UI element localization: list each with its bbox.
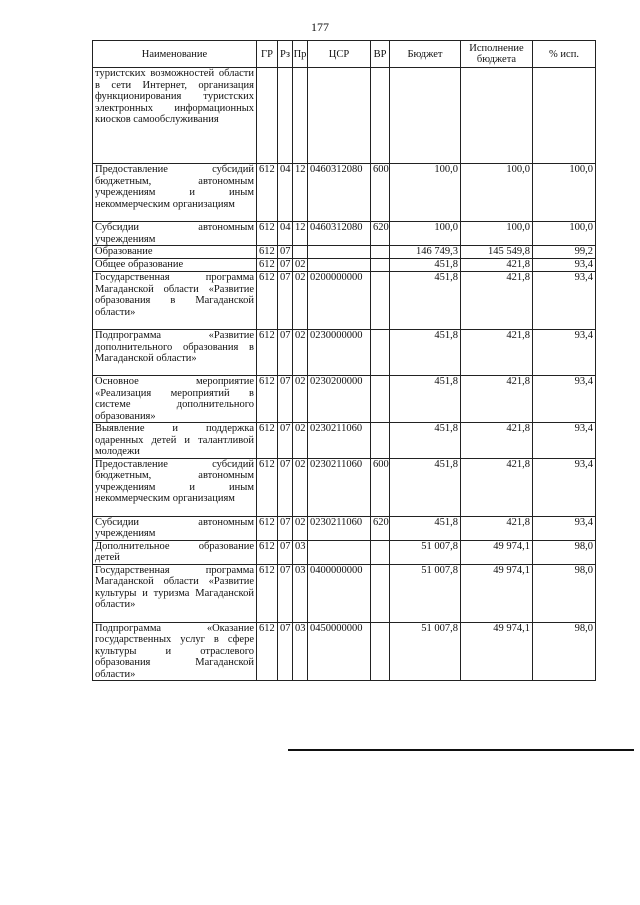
table-row <box>93 164 596 222</box>
cell-rz: 04 <box>278 164 293 222</box>
cell-csr: 0230211060 <box>308 516 371 540</box>
cell-rz: 07 <box>278 622 293 681</box>
cell-rz: 07 <box>278 259 293 272</box>
cell-percent: 93,4 <box>533 458 596 516</box>
cell-gr: 612 <box>257 622 278 681</box>
cell-name: Дополнительное образование детей <box>93 540 257 564</box>
cell-name: Субсидии автономным учреждениям <box>93 222 257 246</box>
cell-vr <box>371 564 390 622</box>
cell-execution: 421,8 <box>461 423 533 459</box>
cell-execution <box>461 68 533 164</box>
cell-execution: 100,0 <box>461 164 533 222</box>
cell-gr: 612 <box>257 564 278 622</box>
cell-percent: 98,0 <box>533 622 596 681</box>
cell-vr <box>371 622 390 681</box>
cell-rz: 07 <box>278 423 293 459</box>
header-execution: Исполнение бюджета <box>461 41 533 68</box>
cell-name: туристских возможностей области в сети Интернет, организация функционирования туристских электронных информационных киосков самообслуживания <box>93 68 257 164</box>
cell-percent: 93,4 <box>533 516 596 540</box>
budget-table <box>92 40 596 681</box>
cell-execution: 421,8 <box>461 376 533 423</box>
cell-csr: 0400000000 <box>308 564 371 622</box>
cell-rz: 07 <box>278 564 293 622</box>
cell-budget: 51 007,8 <box>390 564 461 622</box>
cell-rz: 04 <box>278 222 293 246</box>
cell-percent: 98,0 <box>533 540 596 564</box>
cell-budget: 451,8 <box>390 376 461 423</box>
cell-pr: 03 <box>293 622 308 681</box>
cell-budget: 451,8 <box>390 259 461 272</box>
cell-vr <box>371 68 390 164</box>
header-gr: ГР <box>257 41 278 68</box>
cell-vr <box>371 246 390 259</box>
header-rz: Рз <box>278 41 293 68</box>
cell-pr: 12 <box>293 164 308 222</box>
cell-percent: 93,4 <box>533 423 596 459</box>
cell-gr: 612 <box>257 516 278 540</box>
cell-vr <box>371 376 390 423</box>
cell-csr: 0230211060 <box>308 458 371 516</box>
cell-rz: 07 <box>278 376 293 423</box>
table-body <box>93 68 596 681</box>
cell-gr: 612 <box>257 164 278 222</box>
cell-percent: 93,4 <box>533 272 596 330</box>
cell-execution: 49 974,1 <box>461 540 533 564</box>
cell-vr <box>371 259 390 272</box>
cell-pr: 02 <box>293 516 308 540</box>
cell-name: Предоставление субсидий бюджетным, автономным учреждениям и иным некоммерческим организациям <box>93 458 257 516</box>
cell-csr: 0200000000 <box>308 272 371 330</box>
cell-gr: 612 <box>257 246 278 259</box>
cell-gr: 612 <box>257 272 278 330</box>
table-row <box>93 222 596 246</box>
cell-percent: 93,4 <box>533 376 596 423</box>
table-row <box>93 376 596 423</box>
cell-execution: 421,8 <box>461 458 533 516</box>
cell-gr: 612 <box>257 376 278 423</box>
cell-vr <box>371 330 390 376</box>
cell-execution: 49 974,1 <box>461 622 533 681</box>
cell-rz: 07 <box>278 458 293 516</box>
cell-gr: 612 <box>257 259 278 272</box>
cell-pr: 02 <box>293 376 308 423</box>
cell-vr: 620 <box>371 222 390 246</box>
cell-percent: 99,2 <box>533 246 596 259</box>
cell-csr <box>308 540 371 564</box>
cell-csr: 0460312080 <box>308 164 371 222</box>
cell-name: Государственная программа Магаданской области «Развитие образования в Магаданской области» <box>93 272 257 330</box>
table-row <box>93 540 596 564</box>
cell-vr: 600 <box>371 458 390 516</box>
header-percent: % исп. <box>533 41 596 68</box>
cell-gr: 612 <box>257 458 278 516</box>
cell-budget <box>390 68 461 164</box>
cell-csr <box>308 68 371 164</box>
header-csr: ЦСР <box>308 41 371 68</box>
cell-pr <box>293 68 308 164</box>
cell-name: Подпрограмма «Развитие дополнительного образования в Магаданской области» <box>93 330 257 376</box>
cell-budget: 100,0 <box>390 164 461 222</box>
cell-execution: 421,8 <box>461 259 533 272</box>
table-header-row <box>93 41 596 68</box>
table-row <box>93 423 596 459</box>
cell-pr <box>293 246 308 259</box>
cell-rz: 07 <box>278 330 293 376</box>
cell-percent: 100,0 <box>533 164 596 222</box>
cell-csr <box>308 246 371 259</box>
page-number: 177 <box>311 20 329 34</box>
cell-name: Подпрограмма «Оказание государственных услуг в сфере культуры и отраслевого образования Магаданской области» <box>93 622 257 681</box>
cell-csr: 0230211060 <box>308 423 371 459</box>
cell-gr: 612 <box>257 222 278 246</box>
cell-csr: 0460312080 <box>308 222 371 246</box>
cell-percent: 98,0 <box>533 564 596 622</box>
table-row <box>93 622 596 681</box>
cell-pr: 02 <box>293 423 308 459</box>
cell-budget: 451,8 <box>390 516 461 540</box>
cell-rz: 07 <box>278 246 293 259</box>
cell-vr <box>371 540 390 564</box>
footer-rule <box>288 749 634 751</box>
table-row <box>93 564 596 622</box>
cell-gr <box>257 68 278 164</box>
cell-rz: 07 <box>278 516 293 540</box>
cell-vr: 600 <box>371 164 390 222</box>
cell-pr: 12 <box>293 222 308 246</box>
cell-name: Выявление и поддержка одаренных детей и талантливой молодежи <box>93 423 257 459</box>
header-budget: Бюджет <box>390 41 461 68</box>
cell-percent: 93,4 <box>533 259 596 272</box>
header-pr: Пр <box>293 41 308 68</box>
cell-csr: 0450000000 <box>308 622 371 681</box>
cell-budget: 100,0 <box>390 222 461 246</box>
header-name: Наименование <box>93 41 257 68</box>
cell-name: Образование <box>93 246 257 259</box>
cell-vr <box>371 272 390 330</box>
cell-execution: 421,8 <box>461 330 533 376</box>
cell-budget: 451,8 <box>390 423 461 459</box>
cell-execution: 421,8 <box>461 516 533 540</box>
cell-budget: 146 749,3 <box>390 246 461 259</box>
cell-pr: 02 <box>293 259 308 272</box>
cell-gr: 612 <box>257 540 278 564</box>
cell-execution: 100,0 <box>461 222 533 246</box>
cell-csr <box>308 259 371 272</box>
table-row <box>93 272 596 330</box>
cell-csr: 0230200000 <box>308 376 371 423</box>
cell-budget: 51 007,8 <box>390 622 461 681</box>
table-row <box>93 259 596 272</box>
cell-gr: 612 <box>257 423 278 459</box>
table-row <box>93 458 596 516</box>
cell-name: Субсидии автономным учреждениям <box>93 516 257 540</box>
cell-pr: 03 <box>293 540 308 564</box>
cell-rz: 07 <box>278 540 293 564</box>
cell-name: Государственная программа Магаданской области «Развитие культуры и туризма Магаданской области» <box>93 564 257 622</box>
cell-pr: 02 <box>293 272 308 330</box>
cell-percent: 93,4 <box>533 330 596 376</box>
cell-name: Основное мероприятие «Реализация мероприятий в системе дополнительного образования» <box>93 376 257 423</box>
cell-budget: 451,8 <box>390 458 461 516</box>
cell-percent <box>533 68 596 164</box>
cell-name: Предоставление субсидий бюджетным, автономным учреждениям и иным некоммерческим организациям <box>93 164 257 222</box>
table-row <box>93 330 596 376</box>
cell-pr: 03 <box>293 564 308 622</box>
cell-execution: 49 974,1 <box>461 564 533 622</box>
table-row <box>93 246 596 259</box>
cell-rz: 07 <box>278 272 293 330</box>
cell-name: Общее образование <box>93 259 257 272</box>
cell-rz <box>278 68 293 164</box>
cell-execution: 145 549,8 <box>461 246 533 259</box>
cell-pr: 02 <box>293 458 308 516</box>
cell-percent: 100,0 <box>533 222 596 246</box>
table-row <box>93 516 596 540</box>
cell-pr: 02 <box>293 330 308 376</box>
cell-budget: 451,8 <box>390 330 461 376</box>
table-row <box>93 68 596 164</box>
cell-gr: 612 <box>257 330 278 376</box>
cell-vr: 620 <box>371 516 390 540</box>
cell-csr: 0230000000 <box>308 330 371 376</box>
cell-budget: 451,8 <box>390 272 461 330</box>
cell-budget: 51 007,8 <box>390 540 461 564</box>
cell-execution: 421,8 <box>461 272 533 330</box>
header-vr: ВР <box>371 41 390 68</box>
cell-vr <box>371 423 390 459</box>
